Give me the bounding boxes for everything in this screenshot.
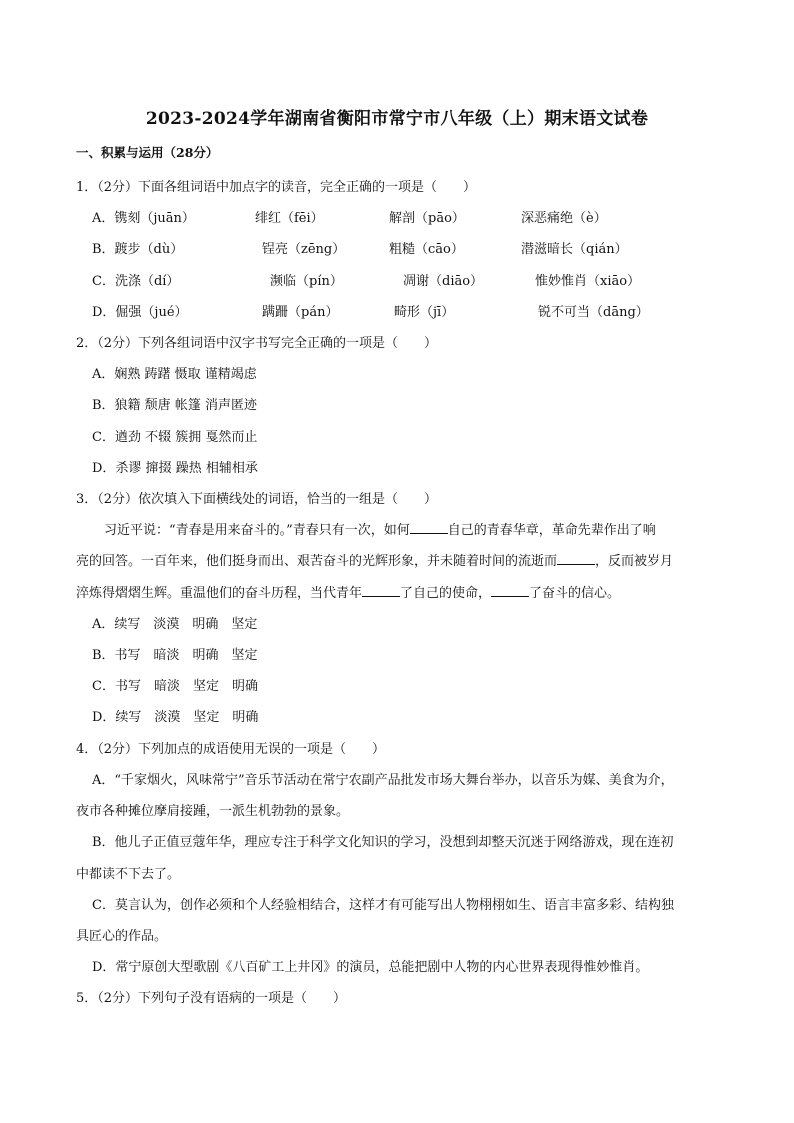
q1-option-b-4: 潜滋暗长（qián）: [521, 242, 628, 257]
q1-option-c-3: 凋谢（diāo）: [403, 274, 484, 289]
q3-option-a: A．续写 淡漠 明确 坚定: [92, 617, 258, 632]
q2-option-a: A．娴熟 踌躇 慑取 谨精竭虑: [92, 367, 257, 382]
question-1-stem: 1．（2分）下面各组词语中加点字的读音，完全正确的一项是（ ）: [76, 180, 477, 195]
q1-option-c-1: C．洗涤（dí）: [92, 274, 180, 289]
q3-passage-text: 了自己的使命，: [400, 586, 492, 601]
q3-passage-text: ，反而被岁月: [595, 554, 674, 569]
question-2-stem: 2．（2分）下列各组词语中汉字书写完全正确的一项是（ ）: [76, 336, 438, 351]
answer-blank[interactable]: [557, 552, 595, 565]
q3-passage-text: 了奋斗的信心。: [529, 586, 621, 601]
answer-blank[interactable]: [491, 584, 529, 597]
q1-option-d-2: 蹒跚（pán）: [262, 305, 339, 320]
q4-option-c-line-1: C．莫言认为，创作必须和个人经验相结合，这样才有可能写出人物栩栩如生、语言丰富多彩、结构独: [92, 898, 674, 913]
q3-option-b: B．书写 暗淡 明确 坚定: [92, 648, 258, 663]
q3-option-c: C．书写 暗淡 坚定 明确: [92, 679, 258, 694]
q3-passage-text: 亮的回答。一百年来，他们挺身而出、艰苦奋斗的光辉形象，并未随着时间的流逝而: [76, 554, 558, 569]
q1-option-b-1: B．踱步（dù）: [92, 242, 184, 257]
q1-option-a-3: 解剖（pāo）: [389, 211, 465, 226]
answer-blank[interactable]: [362, 584, 400, 597]
q3-passage-line-2: [76, 550, 673, 569]
page-title: 2023-2024学年湖南省衡阳市常宁市八年级（上）期末语文试卷: [145, 109, 649, 129]
q4-option-b-line-2: 中都读不下去了。: [76, 867, 181, 882]
q4-option-a-line-1: A．“千家烟火，风味常宁”音乐节活动在常宁农副产品批发市场大舞台举办，以音乐为媒、美食为介，: [92, 773, 674, 788]
q1-option-a-4: 深恶痛绝（è）: [521, 211, 607, 226]
question-4-stem: 4．（2分）下列加点的成语使用无误的一项是（ ）: [76, 742, 386, 757]
q3-passage-text: 自己的青春华章，革命先辈作出了响: [447, 523, 656, 538]
section-heading: 一、积累与运用（28分）: [76, 145, 219, 160]
q4-option-b-line-1: B．他儿子正值豆蔻年华，理应专注于科学文化知识的学习，没想到却整天沉迷于网络游戏，现在连初: [92, 835, 674, 850]
q1-option-b-3: 粗糙（cāo）: [389, 242, 464, 257]
q1-option-d-1: D．倔强（jué）: [92, 305, 188, 320]
q1-option-b-2: 锃亮（zēng）: [262, 242, 346, 257]
q1-option-c-2: 濒临（pín）: [270, 274, 343, 289]
question-3-stem: 3．（2分）依次填入下面横线处的词语，恰当的一组是（ ）: [76, 492, 438, 507]
question-5-stem: 5．（2分）下列句子没有语病的一项是（ ）: [76, 991, 347, 1006]
q3-option-d: D．续写 淡漠 坚定 明确: [92, 710, 259, 725]
q1-option-d-3: 畸形（jī）: [394, 305, 455, 320]
q3-passage-text: 习近平说：“青春是用来奋斗的。”青春只有一次，如何: [104, 523, 410, 538]
answer-blank[interactable]: [410, 521, 448, 534]
q3-passage-line-1: [104, 519, 656, 538]
q1-option-a-1: A．镌刻（juān）: [92, 211, 195, 226]
q4-option-a-line-2: 夜市各种摊位摩肩接踵，一派生机勃勃的景象。: [76, 804, 350, 819]
q2-option-b: B．狼籍 颓唐 帐篷 消声匿迹: [92, 398, 257, 413]
q3-passage-line-3: [76, 582, 620, 601]
q1-option-a-2: 绯红（fēi）: [255, 211, 324, 226]
q3-passage-text: 淬炼得熠熠生辉。重温他们的奋斗历程，当代青年: [76, 586, 363, 601]
q1-option-c-4: 惟妙惟肖（xiāo）: [535, 274, 641, 289]
q2-option-c: C．遒劲 不辍 簇拥 戛然而止: [92, 430, 258, 445]
q1-option-d-4: 锐不可当（dāng）: [538, 305, 649, 320]
q4-option-d-line-1: D．常宁原创大型歌剧《八百矿工上井冈》的演员，总能把剧中人物的内心世界表现得惟妙惟肖。: [92, 960, 649, 975]
q2-option-d: D．杀谬 撺掇 躁热 相辅相承: [92, 461, 258, 476]
q4-option-c-line-2: 具匠心的作品。: [76, 929, 168, 944]
